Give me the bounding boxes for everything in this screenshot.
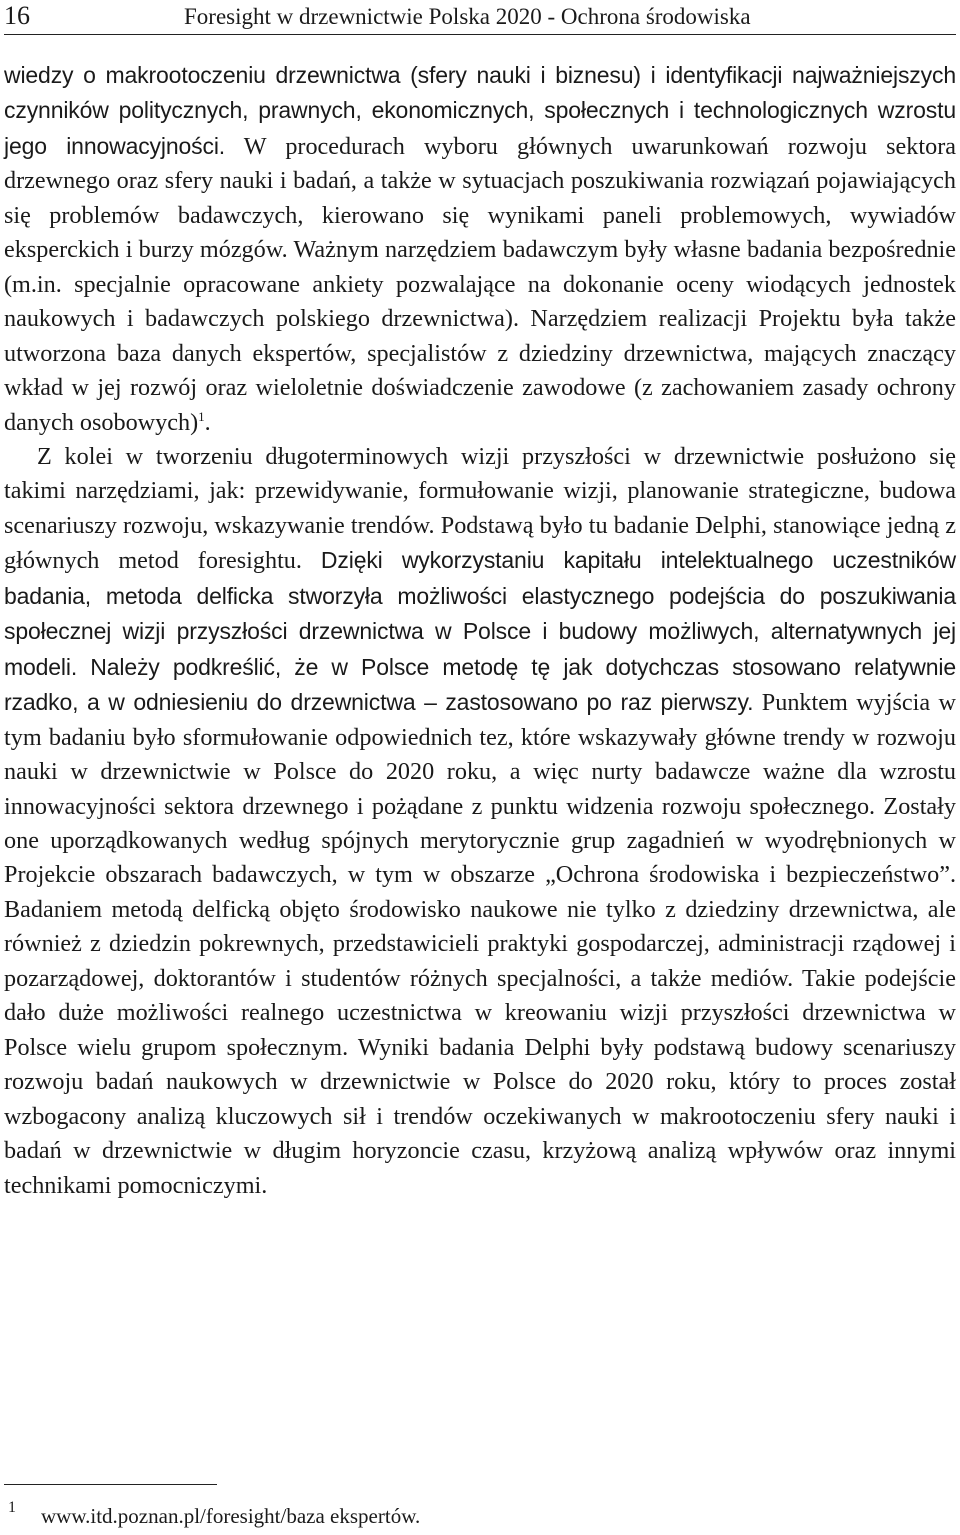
body-text — [4, 58, 956, 1203]
paragraph-1-sentence-2: W procedurach wyboru głównych uwarunkowań rozwoju sektora drzewnego oraz sfery nauki i badań, a także w sytuacjach poszukiwania rozwiązań pojawiających się problemów badawczych, kierowano się wynikami paneli problemowych, wywiadów eksperckich i burzy mózgów. Ważnym narzędziem badawczym były własne badania bezpośrednie (m.in. specjalnie opracowane ankiety pozwalające na dokonanie oceny wiodących jednostek naukowych i badawczych polskiego drzewnictwa). — [4, 132, 956, 333]
paragraph-2-sentence-3: Punktem wyjścia w tym badaniu było sformułowanie odpowiednich tez, które wskazywały główne trendy w rozwoju nauki w drzewnictwie w Polsce do 2020 roku, a więc nurty badawcze ważne dla wzrostu innowacyjności sektora drzewnego i pożądane z punktu widzenia rozwoju społecznego. Zostały one uporządkowanych według spójnych merytorycznie grup zagadnień w wyodrębnionych w Projekcie obszarach badawczych, w tym w obszarze „Ochrona środowiska i bezpieczeństwo”. — [4, 689, 956, 889]
paragraph-1 — [4, 58, 956, 440]
paragraph-2-sentence-2: Dzięki wykorzystaniu kapitału intelektualnego uczestników badania, metoda delficka stworzyła możliwości elastycznego podejścia do poszukiwania społecznej wizji przyszłości drzewnictwa w Polsce i budowy możliwych, alternatywnych jej modeli. Należy podkreślić, że w Polsce metodę tę jak dotychczas stosowano relatywnie rzadko, a w odniesieniu do drzewnictwa – zastosowano po raz pierwszy. — [4, 547, 957, 716]
footnote-link[interactable]: www.itd.poznan.pl/foresight/baza ekspertów. — [41, 1504, 421, 1528]
page-header — [4, 0, 956, 35]
footnote-divider — [4, 1484, 217, 1485]
footnote-mark: 1 — [8, 1499, 16, 1516]
running-title: Foresight w drzewnictwie Polska 2020 - Ochrona środowiska — [184, 4, 751, 29]
paragraph-1-sentence-3: Narzędziem realizacji Projektu była także utworzona baza danych ekspertów, specjalistów z dziedziny drzewnictwa, mających znaczący wkład w jej rozwój oraz wieloletnie doświadczenie zawodowe (z zachowaniem zasady ochrony danych osobowych) — [4, 305, 956, 436]
paragraph-2 — [4, 440, 956, 1203]
paragraph-1-sentence-1: wiedzy o makrootoczeniu drzewnictwa (sfery nauki i biznesu) i identyfikacji najważniejszych czynników politycznych, prawnych, ekonomicznych, społecznych i technologicznych wzrostu jego innowacyjności. — [4, 62, 956, 159]
paragraph-2-sentence-1: Z kolei w tworzeniu długoterminowych wizji przyszłości w drzewnictwie posłużono się takimi narzędziami, jak: przewidywanie, formułowanie wizji, planowanie strategiczne, budowa scenariuszy rozwoju, wskazywanie trendów. Podstawą było tu badanie Delphi, stanowiące jedną z głównych metod foresightu. — [4, 442, 956, 575]
page-number: 16 — [4, 1, 30, 30]
paragraph-1-end: . — [204, 408, 211, 436]
footnote-reference[interactable]: 1 — [198, 408, 205, 424]
paragraph-2-sentence-4: Badaniem metodą delficką objęto środowisko naukowe nie tylko z dziedziny drzewnictwa, ale również z dziedzin pokrewnych, przedstawicieli praktyki gospodarczej, administracji rządowej i pozarządowej, doktorantów i studentów różnych specjalności, a także mediów. Takie podejście dało duże możliwości realnego uczestnictwa w kreowaniu wizji przyszłości drzewnictwa w Polsce wielu grupom społecznym. Wyniki badania Delphi były podstawą budowy scenariuszy rozwoju badań naukowych w drzewnictwie w Polsce do 2020 roku, który to proces został wzbogacony analizą kluczowych sił i trendów oczekiwanych w makrootoczeniu sfery nauki i badań w drzewnictwie w długim horyzoncie czasu, krzyżową analizą wpływów oraz innymi technikami pomocniczymi. — [4, 895, 956, 1199]
